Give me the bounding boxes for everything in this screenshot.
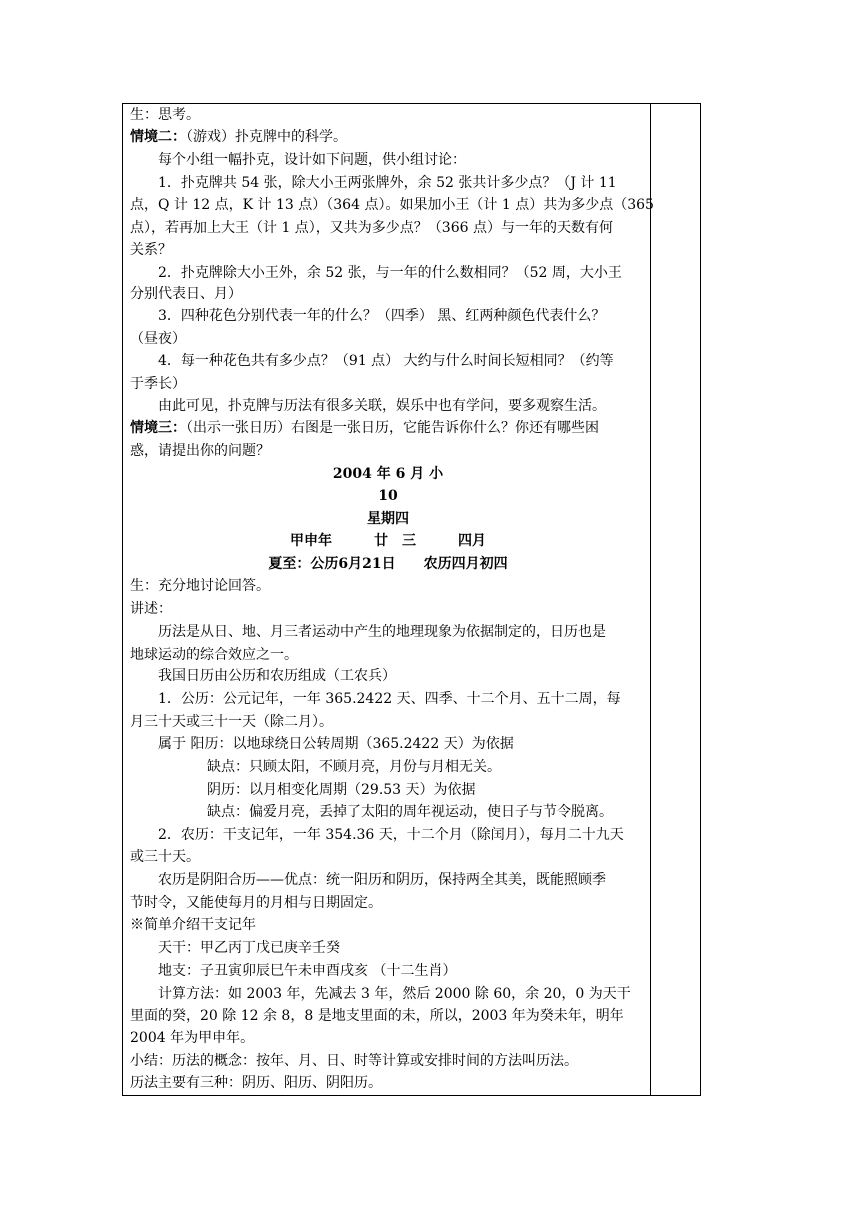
text-line: 里面的癸，20 除 12 余 8，8 是地支里面的未，所以，2003 年为癸未年，明年 xyxy=(130,1008,624,1024)
text-line: 由此可见，扑克牌与历法有很多关联，娱乐中也有学问，要多观察生活。 xyxy=(158,398,606,414)
text-line: 2004 年为甲申年。 xyxy=(130,1030,255,1046)
text-line: 点，Q 计 12 点，K 计 13 点）（364 点）。如果加小王（计 1 点）共为多少点（365 xyxy=(130,197,654,213)
text-line: 缺点：只顾太阳，不顾月亮，月份与月相无关。 xyxy=(207,759,501,775)
scenario-two-line xyxy=(130,127,347,148)
text-line: 阴历：以月相变化周期（29.53 天）为依据 xyxy=(207,782,476,798)
text-line: 我国日历由公历和农历组成（工农兵） xyxy=(158,668,396,684)
text-line: 1．公历：公元记年，一年 365.2422 天、四季、十二个月、五十二周，每 xyxy=(158,691,621,707)
text-line: 2．扑克牌除大小王外，余 52 张，与一年的什么数相同？（52 周，大小王 xyxy=(158,265,622,281)
text-line: 生：充分地讨论回答。 xyxy=(130,578,270,594)
calendar-day: 10 xyxy=(378,488,398,504)
text-line: （昼夜） xyxy=(130,331,186,347)
text-line: 点），若再加上大王（计 1 点），又共为多少点？（366 点）与一年的天数有何 xyxy=(130,220,613,236)
text-line: 1．扑克牌共 54 张，除大小王两张牌外，余 52 张共计多少点？（J 计 11 xyxy=(158,175,617,191)
column-divider xyxy=(650,104,651,1095)
text-line: 于季长） xyxy=(130,376,186,392)
text-line: 天干：甲乙丙丁戊已庚辛壬癸 xyxy=(158,940,340,956)
text-line: 每个小组一幅扑克，设计如下问题，供小组讨论： xyxy=(158,152,466,168)
text-line: 4．每一种花色共有多少点？（91 点） 大约与什么时间长短相同？（约等 xyxy=(158,353,614,369)
text-line: 地支：子丑寅卯辰巳午未申酉戌亥 （十二生肖） xyxy=(158,963,457,979)
text-line: 节时令，又能使每月的月相与日期固定。 xyxy=(130,895,382,911)
text-line: 惑，请提出你的问题？ xyxy=(130,443,270,459)
text-line: 或三十天。 xyxy=(130,849,200,865)
text-line: 关系？ xyxy=(130,242,172,258)
text-line: 计算方法：如 2003 年，先减去 3 年，然后 2000 除 60，余 20，0 为天干 xyxy=(158,986,631,1002)
text-line: 历法主要有三种：阴历、阳历、阴阳历。 xyxy=(130,1075,382,1091)
text-line: 分别代表日、月） xyxy=(130,286,242,302)
text-line: 小结：历法的概念：按年、月、日、时等计算或安排时间的方法叫历法。 xyxy=(130,1053,578,1069)
text-line: 地球运动的综合效应之一。 xyxy=(130,647,298,663)
scenario-text: （游戏）扑克牌中的科学。 xyxy=(186,129,347,145)
text-line: 农历是阴阳合历——优点：统一阳历和阴历，保持两全其美，既能照顾季 xyxy=(158,872,606,888)
text-line: 讲述： xyxy=(130,601,172,617)
scenario-three-line xyxy=(130,418,599,439)
scenario-label: 情境二： xyxy=(130,129,186,145)
text-line: 生：思考。 xyxy=(130,107,200,123)
calendar-lunar: 甲申年 廿 三 四月 xyxy=(290,533,486,549)
text-line: 缺点：偏爱月亮，丢掉了太阳的周年视运动，使日子与节令脱离。 xyxy=(207,804,613,820)
text-line: 历法是从日、地、月三者运动中产生的地理现象为依据制定的，日历也是 xyxy=(158,624,606,640)
scenario-label: 情境三： xyxy=(130,420,186,436)
scenario-text: （出示一张日历）右图是一张日历，它能告诉你什么？你还有哪些困 xyxy=(186,420,599,436)
calendar-solar-term: 夏至：公历6月21日 农历四月初四 xyxy=(268,556,508,572)
calendar-weekday: 星期四 xyxy=(367,511,409,527)
text-line: 月三十天或三十一天（除二月）。 xyxy=(130,714,333,730)
text-line: 2．农历：干支记年，一年 354.36 天，十二个月（除闰月），每月二十九天 xyxy=(158,827,624,843)
text-line: ※简单介绍干支记年 xyxy=(130,917,256,933)
calendar-date: 2004 年 6 月 小 xyxy=(332,466,444,482)
text-line: 属于 阳历：以地球绕日公转周期（365.2422 天）为依据 xyxy=(158,736,514,752)
lesson-table xyxy=(122,103,701,1096)
text-line: 3．四种花色分别代表一年的什么？（四季） 黑、红两种颜色代表什么？ xyxy=(158,308,606,324)
